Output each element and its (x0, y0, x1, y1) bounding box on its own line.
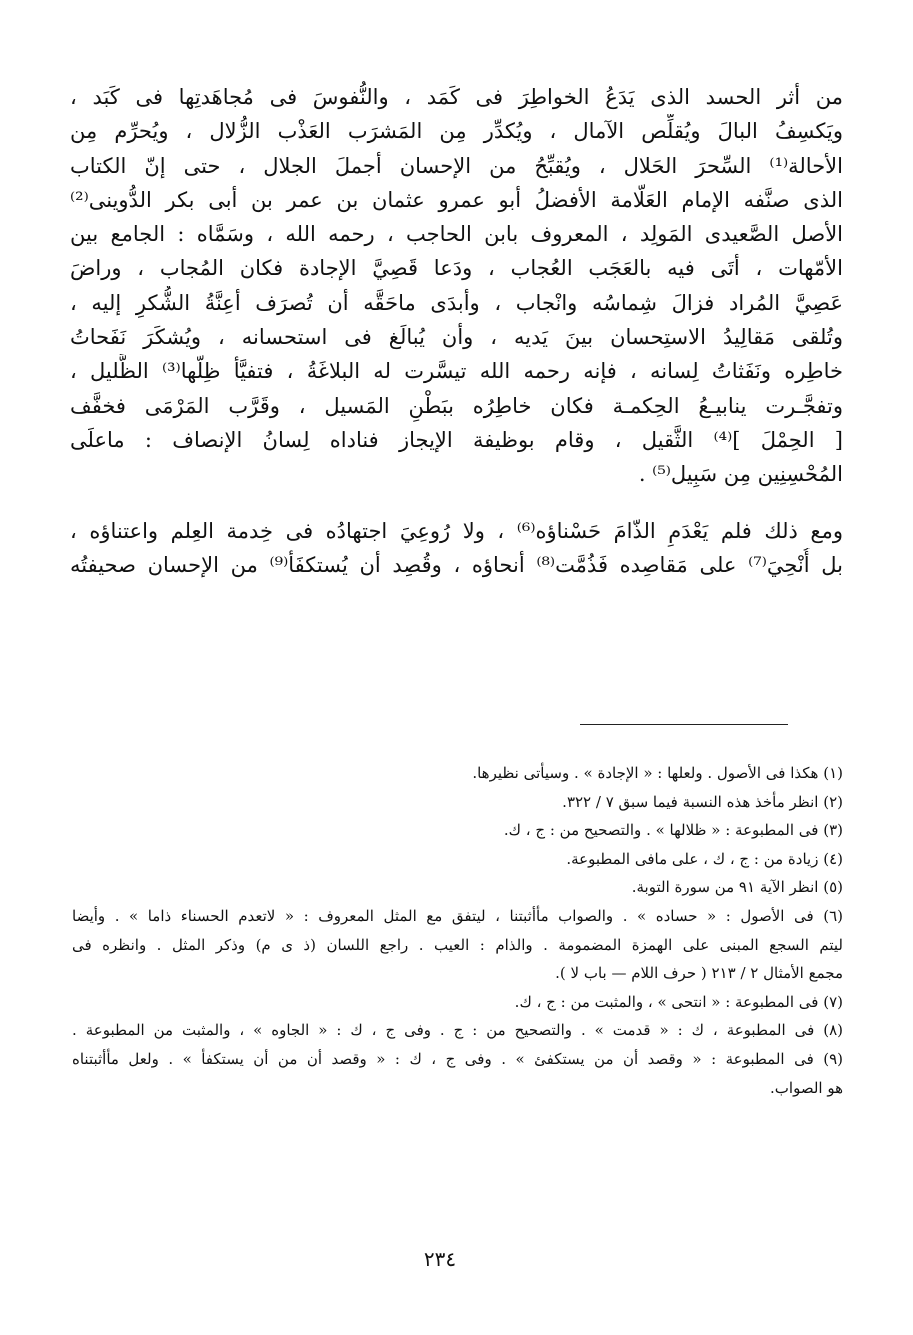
text-line: الأمّهات ، أتَى فيه بالعَجَب العُجاب ، ودَعا قَصِيَّ الإجادة فكان المُجاب ، وراضَ (70, 256, 843, 281)
footnote-line: (٩) فى المطبوعة : « وقصد أن من يستكفئ » . وفى ج ، ك : « وقصد أن من أن يستكفأ » . ولعل مأأثبتناه (72, 1049, 843, 1068)
paragraph-gap (70, 492, 843, 514)
paragraph-1 (70, 80, 843, 492)
text-line: الأصل الصَّعيدى المَولِد ، المعروف بابن الحاجب ، رحمه الله ، وسَمَّاه : الجامع بين (70, 222, 843, 247)
footnote-2 (72, 788, 843, 817)
footnote-line: هو الصواب. (770, 1078, 843, 1097)
footnote-line: ليتم السجع المبنى على الهمزة المضمومة . والذام : العيب . راجع اللسان (ذ ى م) وذكر المثل . وانظره فى (72, 935, 843, 954)
text-line: ومع ذلك فلم يَعْدَمِ الذّامَ حَسْناؤه⁽⁶⁾ ، ولا رُوعِيَ اجتهادُه فى خِدمة العِلم واعتناؤه ، (70, 518, 843, 543)
text-line: المُحْسِنِين مِن سَبِيل⁽⁵⁾ . (638, 462, 843, 487)
footnote-line: (٥) انظر الآية ٩١ من سورة التوبة. (631, 878, 843, 897)
footnote-line: (٧) فى المطبوعة : « انتحى » ، والمثبت من : ج ، ك. (514, 992, 843, 1011)
footnote-line: (٣) فى المطبوعة : « ظلالها » . والتصحيح من : ج ، ك. (503, 821, 843, 840)
footnote-line: (٤) زيادة من : ج ، ك ، على مافى المطبوعة. (566, 849, 843, 868)
footnotes (72, 759, 843, 1102)
footnote-8 (72, 1016, 843, 1045)
footnote-3 (72, 816, 843, 845)
paragraph-2 (70, 514, 843, 583)
footnote-7 (72, 988, 843, 1017)
footnote-separator (580, 724, 788, 725)
footnote-6 (72, 902, 843, 988)
text-line: خاطِره ونَفَثاتُ لِسانه ، فإنه رحمه الله تيسَّرت له البلاغَةُ ، فتفيَّأ ظِلّها⁽³⁾ الظَّليل ، (70, 359, 843, 384)
footnote-9 (72, 1045, 843, 1102)
text-line: من أثر الحسد الذى يَدَعُ الخواطِرَ فى كَمَد ، والنُّفوسَ فى مُجاهَدتِها فى كَبَد ، (70, 85, 843, 109)
text-line: بل أُنْحِيَ⁽⁷⁾ على مَقاصِده فَذُمَّت⁽⁸⁾ أنحاؤه ، وقُصِد أن يُستكفَأ⁽⁹⁾ من الإحسان صحيفتُه (70, 552, 843, 577)
text-line: وتُلقى مَقالِيدُ الاستِحسان بينَ يَديه ، وأن يُبالَغ فى استحسانه ، ويُشكَرَ نَفَحاتُ (70, 325, 843, 350)
text-line: عَصِيَّ المُراد فزالَ شِماسُه وانْجاب ، وأبدَى ماحَقَّه أن تُصرَف أعِنَّةُ الشُّكرِ إليه ، (70, 290, 843, 315)
footnote-line: (١) هكذا فى الأصول . ولعلها : « الإجادة » . وسيأتى نظيرها. (472, 764, 843, 782)
footnote-line: (٨) فى المطبوعة ، ك : « قدمت » . والتصحيح من : ج . وفى ج ، ك : « الجاوه » ، والمثبت من المطبوعة . (72, 1021, 843, 1040)
footnote-4 (72, 845, 843, 874)
text-line: ويَكسِفُ البالَ ويُقلِّص الآمال ، ويُكدِّر مِن المَشرَب العَذْب الزُّلال ، ويُحرِّم مِن (70, 119, 843, 144)
footnote-line: مجمع الأمثال ٢ / ٢١٣ ( حرف اللام — باب لا ). (555, 964, 843, 983)
text-line: الذى صنَّفه الإمام العَلّامة الأفضلُ أبو عمرو عثمان بن عمر بن أبى بكر الدُّوينى⁽²⁾ (70, 187, 843, 212)
text-line: وتفجَّـرت ينابيـعُ الحِكمـة فكان خاطِرُه ببَطْنِ المَسيل ، وقَرَّب المَرْمَى فخفَّف (70, 393, 843, 418)
main-text (70, 80, 843, 582)
page-number: ٢٣٤ (423, 1247, 457, 1271)
footnote-5 (72, 873, 843, 902)
footnote-line: (٢) انظر مأخذ هذه النسبة فيما سبق ٧ / ٣٢٢. (562, 792, 843, 811)
text-line: [ الحِمْلَ ]⁽⁴⁾ الثَّقيل ، وقام بوظيفة الإيجاز فناداه لِسانُ الإنصاف : ماعلَى (70, 427, 843, 452)
footnote-line: (٦) فى الأصول : « حساده » . والصواب مأأثبتنا ، ليتفق مع المثل المعروف : « لاتعدم الحسناء ذاما » . وأيضا (72, 906, 843, 925)
text-line: الأحالة⁽¹⁾ السِّحرَ الحَلال ، ويُقبِّحُ من الإحسان أجملَ الجلال ، حتى إنّ الكتاب (70, 153, 843, 178)
footnote-1 (72, 759, 843, 788)
